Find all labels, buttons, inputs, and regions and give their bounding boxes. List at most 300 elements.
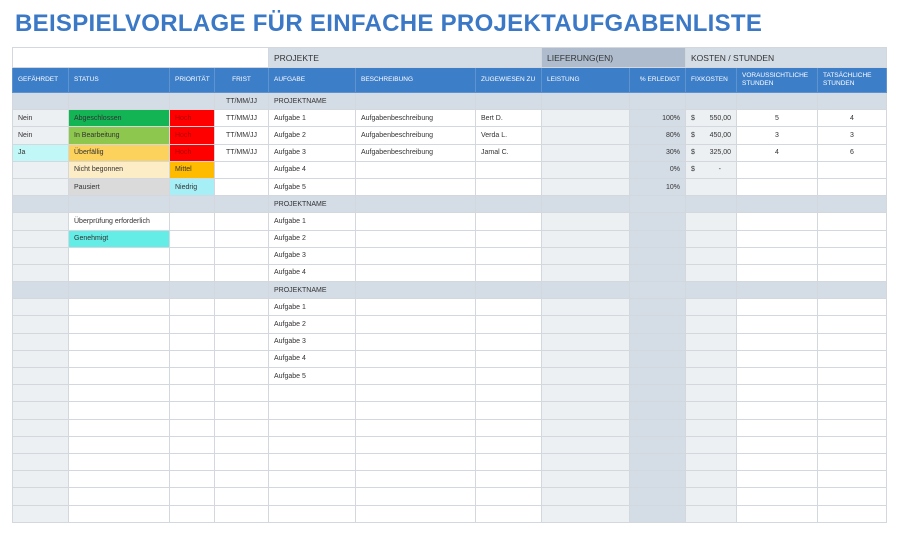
cell-tatsaechliche[interactable] [818,385,887,402]
cell-zugewiesen[interactable] [476,333,542,350]
cell-zugewiesen[interactable]: Verda L. [476,127,542,144]
cell-aufgabe[interactable]: Aufgabe 1 [269,213,356,230]
cell-erledigt[interactable] [630,419,686,436]
cell-prioritaet[interactable] [170,505,215,522]
cell-aufgabe[interactable]: Aufgabe 2 [269,127,356,144]
cell-tatsaechliche[interactable]: 3 [818,127,887,144]
cell-erledigt[interactable] [630,230,686,247]
cell-voraussichtliche[interactable] [737,178,818,195]
cell-tatsaechliche[interactable] [818,93,887,110]
cell-status[interactable]: In Bearbeitung [69,127,170,144]
cell-zugewiesen[interactable] [476,385,542,402]
cell-beschreibung[interactable] [356,385,476,402]
cell-gefaehrdet[interactable] [13,453,69,470]
cell-frist[interactable] [215,178,269,195]
cell-beschreibung[interactable] [356,247,476,264]
cell-gefaehrdet[interactable] [13,488,69,505]
cell-fixkosten[interactable] [686,178,737,195]
cell-zugewiesen[interactable] [476,471,542,488]
cell-tatsaechliche[interactable] [818,196,887,213]
cell-leistung[interactable] [542,419,630,436]
cell-beschreibung[interactable] [356,230,476,247]
cell-fixkosten[interactable] [686,505,737,522]
cell-leistung[interactable] [542,385,630,402]
cell-gefaehrdet[interactable] [13,299,69,316]
cell-gefaehrdet[interactable] [13,230,69,247]
cell-status[interactable] [69,436,170,453]
cell-prioritaet[interactable] [170,93,215,110]
cell-status[interactable] [69,264,170,281]
cell-voraussichtliche[interactable]: 3 [737,127,818,144]
cell-erledigt[interactable] [630,264,686,281]
cell-tatsaechliche[interactable] [818,264,887,281]
cell-beschreibung[interactable] [356,213,476,230]
cell-gefaehrdet[interactable] [13,161,69,178]
cell-beschreibung[interactable] [356,196,476,213]
cell-tatsaechliche[interactable]: 4 [818,110,887,127]
cell-leistung[interactable] [542,161,630,178]
cell-tatsaechliche[interactable] [818,213,887,230]
cell-leistung[interactable] [542,282,630,299]
cell-gefaehrdet[interactable] [13,213,69,230]
cell-frist[interactable] [215,419,269,436]
cell-fixkosten[interactable] [686,110,737,127]
cell-frist[interactable] [215,213,269,230]
cell-beschreibung[interactable]: Aufgabenbeschreibung [356,127,476,144]
cell-aufgabe[interactable]: Aufgabe 3 [269,333,356,350]
cell-zugewiesen[interactable] [476,488,542,505]
cell-aufgabe[interactable]: Aufgabe 4 [269,161,356,178]
cell-tatsaechliche[interactable] [818,419,887,436]
cell-status[interactable]: Abgeschlossen [69,110,170,127]
cell-tatsaechliche[interactable] [818,402,887,419]
cell-erledigt[interactable] [630,402,686,419]
cell-gefaehrdet[interactable] [13,282,69,299]
cell-zugewiesen[interactable] [476,93,542,110]
cell-leistung[interactable] [542,488,630,505]
cell-tatsaechliche[interactable] [818,282,887,299]
cell-frist[interactable] [215,333,269,350]
cell-beschreibung[interactable]: Aufgabenbeschreibung [356,110,476,127]
cell-erledigt[interactable] [630,350,686,367]
cell-fixkosten[interactable] [686,350,737,367]
cell-gefaehrdet[interactable] [13,93,69,110]
cell-zugewiesen[interactable] [476,282,542,299]
cell-prioritaet[interactable] [170,264,215,281]
cell-erledigt[interactable]: 10% [630,178,686,195]
cell-erledigt[interactable]: 100% [630,110,686,127]
cell-fixkosten[interactable] [686,127,737,144]
cell-status[interactable]: Pausiert [69,178,170,195]
cell-status[interactable] [69,350,170,367]
cell-voraussichtliche[interactable] [737,453,818,470]
cell-tatsaechliche[interactable] [818,247,887,264]
cell-leistung[interactable] [542,471,630,488]
cell-erledigt[interactable] [630,488,686,505]
cell-erledigt[interactable] [630,471,686,488]
cell-leistung[interactable] [542,505,630,522]
cell-aufgabe[interactable] [269,471,356,488]
cell-prioritaet[interactable] [170,299,215,316]
cell-zugewiesen[interactable] [476,436,542,453]
cell-gefaehrdet[interactable] [13,471,69,488]
cell-beschreibung[interactable] [356,368,476,385]
cell-leistung[interactable] [542,264,630,281]
cell-fixkosten[interactable] [686,161,737,178]
cell-status[interactable] [69,368,170,385]
cell-fixkosten[interactable] [686,402,737,419]
cell-status[interactable] [69,299,170,316]
cell-status[interactable] [69,196,170,213]
cell-prioritaet[interactable] [170,453,215,470]
cell-prioritaet[interactable] [170,471,215,488]
cell-leistung[interactable] [542,402,630,419]
cell-frist[interactable] [215,385,269,402]
cell-voraussichtliche[interactable] [737,282,818,299]
cell-frist[interactable]: TT/MM/JJ [215,93,269,110]
cell-zugewiesen[interactable] [476,247,542,264]
cell-zugewiesen[interactable] [476,402,542,419]
cell-beschreibung[interactable] [356,488,476,505]
cell-leistung[interactable] [542,436,630,453]
cell-prioritaet[interactable] [170,213,215,230]
cell-beschreibung[interactable] [356,93,476,110]
cell-voraussichtliche[interactable] [737,299,818,316]
cell-status[interactable] [69,453,170,470]
cell-voraussichtliche[interactable] [737,419,818,436]
cell-erledigt[interactable] [630,282,686,299]
cell-frist[interactable] [215,368,269,385]
cell-voraussichtliche[interactable]: 4 [737,144,818,161]
cell-beschreibung[interactable] [356,419,476,436]
cell-leistung[interactable] [542,178,630,195]
cell-frist[interactable] [215,264,269,281]
cell-leistung[interactable] [542,333,630,350]
cell-voraussichtliche[interactable] [737,471,818,488]
cell-prioritaet[interactable] [170,316,215,333]
cell-fixkosten[interactable] [686,230,737,247]
cell-erledigt[interactable]: 30% [630,144,686,161]
cell-gefaehrdet[interactable] [13,385,69,402]
cell-fixkosten[interactable] [686,368,737,385]
cell-leistung[interactable] [542,230,630,247]
cell-gefaehrdet[interactable]: Nein [13,127,69,144]
cell-status[interactable] [69,402,170,419]
cell-beschreibung[interactable] [356,299,476,316]
cell-voraussichtliche[interactable] [737,264,818,281]
cell-erledigt[interactable] [630,247,686,264]
cell-beschreibung[interactable] [356,350,476,367]
cell-status[interactable] [69,419,170,436]
cell-tatsaechliche[interactable] [818,368,887,385]
cell-gefaehrdet[interactable]: Ja [13,144,69,161]
cell-frist[interactable]: TT/MM/JJ [215,144,269,161]
cell-fixkosten[interactable] [686,144,737,161]
cell-prioritaet[interactable] [170,436,215,453]
cell-zugewiesen[interactable] [476,419,542,436]
cell-leistung[interactable] [542,127,630,144]
cell-frist[interactable] [215,316,269,333]
cell-beschreibung[interactable] [356,161,476,178]
cell-zugewiesen[interactable] [476,230,542,247]
cell-aufgabe[interactable] [269,436,356,453]
cell-beschreibung[interactable] [356,402,476,419]
cell-erledigt[interactable]: 80% [630,127,686,144]
cell-fixkosten[interactable] [686,316,737,333]
cell-fixkosten[interactable] [686,488,737,505]
cell-erledigt[interactable] [630,213,686,230]
cell-leistung[interactable] [542,368,630,385]
cell-erledigt[interactable] [630,436,686,453]
cell-beschreibung[interactable] [356,333,476,350]
cell-prioritaet[interactable]: Niedrig [170,178,215,195]
cell-aufgabe[interactable]: PROJEKTNAME [269,93,356,110]
cell-leistung[interactable] [542,144,630,161]
cell-prioritaet[interactable]: Hoch [170,127,215,144]
cell-beschreibung[interactable]: Aufgabenbeschreibung [356,144,476,161]
cell-tatsaechliche[interactable] [818,161,887,178]
cell-frist[interactable] [215,282,269,299]
cell-aufgabe[interactable]: PROJEKTNAME [269,282,356,299]
cell-voraussichtliche[interactable] [737,333,818,350]
cell-fixkosten[interactable] [686,471,737,488]
cell-prioritaet[interactable] [170,247,215,264]
cell-frist[interactable] [215,299,269,316]
cell-status[interactable] [69,488,170,505]
cell-zugewiesen[interactable] [476,316,542,333]
cell-erledigt[interactable] [630,368,686,385]
cell-gefaehrdet[interactable] [13,419,69,436]
cell-beschreibung[interactable] [356,264,476,281]
cell-leistung[interactable] [542,213,630,230]
cell-gefaehrdet[interactable] [13,333,69,350]
cell-leistung[interactable] [542,93,630,110]
cell-leistung[interactable] [542,196,630,213]
cell-fixkosten[interactable] [686,264,737,281]
cell-aufgabe[interactable]: Aufgabe 3 [269,247,356,264]
cell-status[interactable] [69,333,170,350]
cell-voraussichtliche[interactable] [737,316,818,333]
cell-prioritaet[interactable] [170,282,215,299]
cell-frist[interactable]: TT/MM/JJ [215,127,269,144]
cell-status[interactable]: Überfällig [69,144,170,161]
cell-aufgabe[interactable] [269,505,356,522]
cell-zugewiesen[interactable] [476,505,542,522]
cell-zugewiesen[interactable] [476,264,542,281]
cell-beschreibung[interactable] [356,436,476,453]
cell-gefaehrdet[interactable] [13,196,69,213]
cell-fixkosten[interactable] [686,299,737,316]
cell-frist[interactable] [215,350,269,367]
cell-voraussichtliche[interactable] [737,385,818,402]
cell-fixkosten[interactable] [686,333,737,350]
cell-frist[interactable] [215,402,269,419]
cell-voraussichtliche[interactable] [737,230,818,247]
cell-frist[interactable] [215,453,269,470]
cell-voraussichtliche[interactable] [737,213,818,230]
cell-gefaehrdet[interactable] [13,178,69,195]
cell-gefaehrdet[interactable] [13,350,69,367]
cell-frist[interactable]: TT/MM/JJ [215,110,269,127]
cell-tatsaechliche[interactable]: 6 [818,144,887,161]
cell-aufgabe[interactable] [269,419,356,436]
cell-tatsaechliche[interactable] [818,178,887,195]
cell-voraussichtliche[interactable] [737,488,818,505]
cell-zugewiesen[interactable] [476,453,542,470]
cell-prioritaet[interactable] [170,488,215,505]
cell-gefaehrdet[interactable]: Nein [13,110,69,127]
cell-status[interactable]: Nicht begonnen [69,161,170,178]
cell-prioritaet[interactable] [170,402,215,419]
cell-frist[interactable] [215,230,269,247]
cell-prioritaet[interactable] [170,333,215,350]
cell-beschreibung[interactable] [356,316,476,333]
cell-fixkosten[interactable] [686,436,737,453]
cell-zugewiesen[interactable]: Jamal C. [476,144,542,161]
cell-erledigt[interactable]: 0% [630,161,686,178]
cell-zugewiesen[interactable] [476,350,542,367]
cell-status[interactable] [69,316,170,333]
cell-erledigt[interactable] [630,316,686,333]
cell-aufgabe[interactable]: Aufgabe 5 [269,368,356,385]
cell-status[interactable] [69,385,170,402]
cell-voraussichtliche[interactable] [737,93,818,110]
cell-beschreibung[interactable] [356,505,476,522]
cell-zugewiesen[interactable] [476,161,542,178]
cell-aufgabe[interactable]: PROJEKTNAME [269,196,356,213]
cell-tatsaechliche[interactable] [818,316,887,333]
cell-frist[interactable] [215,196,269,213]
cell-voraussichtliche[interactable] [737,196,818,213]
cell-erledigt[interactable] [630,299,686,316]
cell-gefaehrdet[interactable] [13,368,69,385]
cell-status[interactable] [69,93,170,110]
cell-gefaehrdet[interactable] [13,436,69,453]
cell-zugewiesen[interactable] [476,299,542,316]
cell-aufgabe[interactable] [269,453,356,470]
cell-aufgabe[interactable]: Aufgabe 4 [269,264,356,281]
cell-tatsaechliche[interactable] [818,436,887,453]
cell-status[interactable] [69,282,170,299]
cell-fixkosten[interactable] [686,213,737,230]
cell-frist[interactable] [215,488,269,505]
cell-fixkosten[interactable] [686,453,737,470]
cell-erledigt[interactable] [630,333,686,350]
cell-leistung[interactable] [542,110,630,127]
cell-fixkosten[interactable] [686,282,737,299]
cell-leistung[interactable] [542,453,630,470]
cell-tatsaechliche[interactable] [818,333,887,350]
cell-gefaehrdet[interactable] [13,505,69,522]
cell-tatsaechliche[interactable] [818,230,887,247]
cell-tatsaechliche[interactable] [818,488,887,505]
cell-fixkosten[interactable] [686,247,737,264]
cell-prioritaet[interactable] [170,368,215,385]
cell-fixkosten[interactable] [686,419,737,436]
cell-status[interactable]: Genehmigt [69,230,170,247]
cell-aufgabe[interactable] [269,385,356,402]
cell-tatsaechliche[interactable] [818,505,887,522]
cell-voraussichtliche[interactable] [737,436,818,453]
cell-gefaehrdet[interactable] [13,316,69,333]
cell-zugewiesen[interactable] [476,196,542,213]
cell-tatsaechliche[interactable] [818,350,887,367]
cell-prioritaet[interactable] [170,350,215,367]
cell-erledigt[interactable] [630,385,686,402]
cell-frist[interactable] [215,436,269,453]
cell-prioritaet[interactable] [170,419,215,436]
cell-prioritaet[interactable]: Hoch [170,110,215,127]
cell-status[interactable]: Überprüfung erforderlich [69,213,170,230]
cell-zugewiesen[interactable] [476,213,542,230]
cell-tatsaechliche[interactable] [818,453,887,470]
cell-frist[interactable] [215,471,269,488]
cell-voraussichtliche[interactable]: 5 [737,110,818,127]
cell-frist[interactable] [215,505,269,522]
cell-gefaehrdet[interactable] [13,402,69,419]
cell-status[interactable] [69,247,170,264]
cell-aufgabe[interactable]: Aufgabe 4 [269,350,356,367]
cell-zugewiesen[interactable] [476,368,542,385]
cell-gefaehrdet[interactable] [13,247,69,264]
cell-erledigt[interactable] [630,453,686,470]
cell-prioritaet[interactable]: Mittel [170,161,215,178]
cell-prioritaet[interactable] [170,230,215,247]
cell-erledigt[interactable] [630,93,686,110]
cell-zugewiesen[interactable] [476,178,542,195]
cell-voraussichtliche[interactable] [737,368,818,385]
cell-frist[interactable] [215,161,269,178]
cell-status[interactable] [69,471,170,488]
cell-status[interactable] [69,505,170,522]
cell-fixkosten[interactable] [686,196,737,213]
cell-beschreibung[interactable] [356,471,476,488]
cell-aufgabe[interactable]: Aufgabe 5 [269,178,356,195]
cell-aufgabe[interactable]: Aufgabe 3 [269,144,356,161]
cell-tatsaechliche[interactable] [818,299,887,316]
cell-aufgabe[interactable] [269,488,356,505]
cell-prioritaet[interactable]: Hoch [170,144,215,161]
cell-beschreibung[interactable] [356,178,476,195]
cell-tatsaechliche[interactable] [818,471,887,488]
cell-voraussichtliche[interactable] [737,247,818,264]
cell-voraussichtliche[interactable] [737,505,818,522]
cell-beschreibung[interactable] [356,453,476,470]
cell-leistung[interactable] [542,316,630,333]
cell-voraussichtliche[interactable] [737,402,818,419]
cell-voraussichtliche[interactable] [737,161,818,178]
cell-gefaehrdet[interactable] [13,264,69,281]
cell-aufgabe[interactable]: Aufgabe 2 [269,230,356,247]
cell-prioritaet[interactable] [170,196,215,213]
cell-prioritaet[interactable] [170,385,215,402]
cell-frist[interactable] [215,247,269,264]
cell-aufgabe[interactable]: Aufgabe 2 [269,316,356,333]
cell-leistung[interactable] [542,299,630,316]
cell-aufgabe[interactable]: Aufgabe 1 [269,299,356,316]
cell-erledigt[interactable] [630,505,686,522]
cell-zugewiesen[interactable]: Bert D. [476,110,542,127]
cell-aufgabe[interactable] [269,402,356,419]
cell-fixkosten[interactable] [686,385,737,402]
cell-beschreibung[interactable] [356,282,476,299]
cell-fixkosten[interactable] [686,93,737,110]
cell-aufgabe[interactable]: Aufgabe 1 [269,110,356,127]
cell-leistung[interactable] [542,350,630,367]
cell-leistung[interactable] [542,247,630,264]
cell-voraussichtliche[interactable] [737,350,818,367]
cell-erledigt[interactable] [630,196,686,213]
